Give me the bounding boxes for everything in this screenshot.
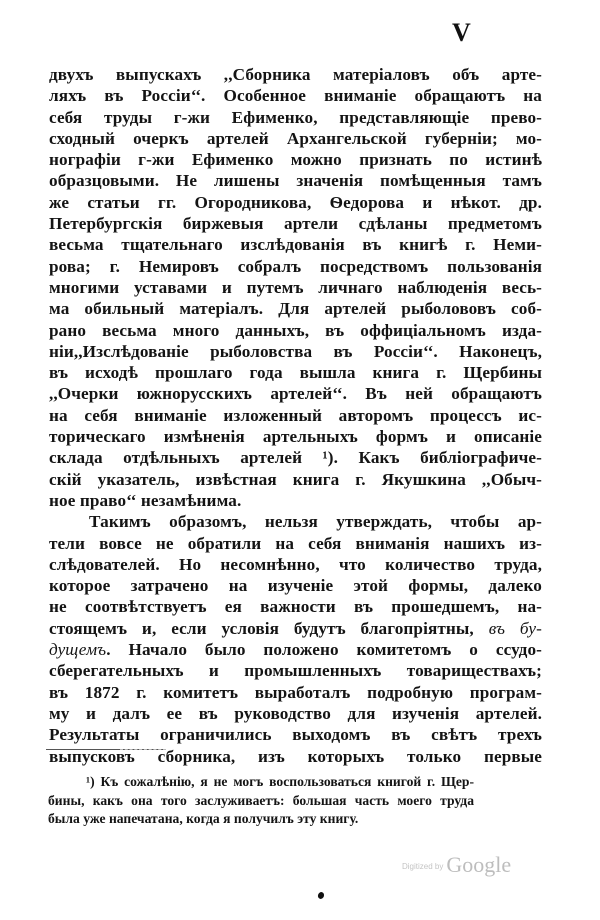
footnotes — [48, 773, 474, 829]
text-line: весьма тщательнаго изслѣдованія въ книгѣ г. Неми- — [49, 235, 542, 255]
text-line: же статьи гг. Огородникова, Ѳедорова и нѣкот. др. — [49, 192, 542, 212]
ink-dot-mark — [317, 891, 325, 900]
text-line: ,,Очерки южнорусскихъ артелей‘‘. Въ ней обращаютъ — [49, 384, 542, 404]
text-line-with-italic — [49, 639, 542, 660]
text-line: многими уставами и путемъ личнаго наблюденія весь- — [49, 277, 542, 297]
footnote-line: ¹) Къ сожалѣнію, я не могъ воспользоваться книгой г. Щер- — [86, 774, 474, 789]
text-line: себя труды г-жи Ефименко, представляющіе прево- — [49, 107, 542, 127]
italic-fragment: дущемъ — [49, 640, 107, 660]
text-line: ма обильный матеріалъ. Для артелей рыболововъ соб- — [49, 299, 542, 319]
text-fragment: . Начало было положено комитетомъ о ссудо- — [106, 640, 542, 660]
text-line: тели вовсе не обратили на себя вниманія нашихъ из- — [49, 533, 542, 553]
text-line: торическаго измѣненія артельныхъ формъ и описаніе — [49, 427, 542, 447]
page-number: V — [452, 18, 471, 47]
text-line: ляхъ въ Россіи‘‘. Особенное вниманіе обращаютъ на — [49, 86, 542, 106]
text-line: не соотвѣтствуетъ ея важности въ прошедшемъ, на- — [49, 597, 542, 617]
footnote-line: была уже напечатана, когда я получилъ эту книгу. — [48, 811, 359, 826]
text-line: слѣдователей. Но несомнѣнно, что количество труда, — [49, 554, 542, 574]
italic-fragment: въ бу- — [488, 618, 542, 638]
text-line: двухъ выпускахъ ,,Сборника матеріаловъ объ арте- — [49, 65, 542, 84]
text-line: въ исходѣ прошлаго года вышла книга г. Щербины — [49, 363, 542, 383]
text-line: образцовыми. Не лишены значенія помѣщенныя тамъ — [49, 171, 542, 191]
text-line: нографіи г-жи Ефименко можно признать по истинѣ — [49, 150, 542, 170]
text-line-paragraph-start: Такимъ образомъ, нельзя утверждать, чтобы ар- — [89, 512, 542, 532]
text-line: му и далъ ее въ руководство для изученія артелей. — [49, 703, 542, 723]
text-fragment: стоящемъ и, если условія будутъ благопріятны, — [49, 618, 474, 638]
digitized-by-label: Digitized by — [402, 862, 444, 871]
text-line: въ 1872 г. комитетъ выработалъ подробную програм- — [49, 682, 542, 702]
text-line: выпусковъ сборника, изъ которыхъ только первые — [49, 746, 542, 766]
footnote-line: бины, какъ она того заслуживаетъ: большая часть моего труда — [48, 792, 474, 808]
text-line-paragraph-end: ное право‘‘ незамѣнима. — [49, 490, 242, 510]
text-line: скій указатель, извѣстная книга г. Якушкина ,,Обыч- — [49, 469, 542, 489]
text-line: склада отдѣльныхъ артелей ¹). Какъ библіографиче- — [49, 448, 542, 468]
footnote-divider-faint — [120, 749, 166, 750]
body-text — [49, 64, 542, 767]
text-line: на себя вниманіе изложенный авторомъ процессъ ис- — [49, 405, 542, 425]
text-line: Результаты ограничились выходомъ въ свѣтъ трехъ — [49, 725, 542, 745]
text-line: сходный очеркъ артелей Архангельской губерніи; мо- — [49, 128, 542, 148]
text-line: рано весьма много данныхъ, въ оффиціальномъ изда- — [49, 320, 542, 340]
text-line: ніи,,Изслѣдованіе рыболовства въ Россіи‘‘. Наконецъ, — [49, 341, 542, 361]
text-line: которое затрачено на изученіе этой формы, далеко — [49, 576, 542, 596]
google-logo: Google — [446, 852, 512, 877]
text-line-with-italic — [49, 618, 542, 639]
text-line: сберегательныхъ и промышленныхъ товариществахъ; — [49, 661, 542, 681]
text-line: Петербургскія биржевыя артели сдѣланы предметомъ — [49, 214, 542, 234]
digitized-watermark — [402, 852, 511, 878]
text-line: рова; г. Немировъ собралъ посредствомъ пользованія — [49, 256, 542, 276]
